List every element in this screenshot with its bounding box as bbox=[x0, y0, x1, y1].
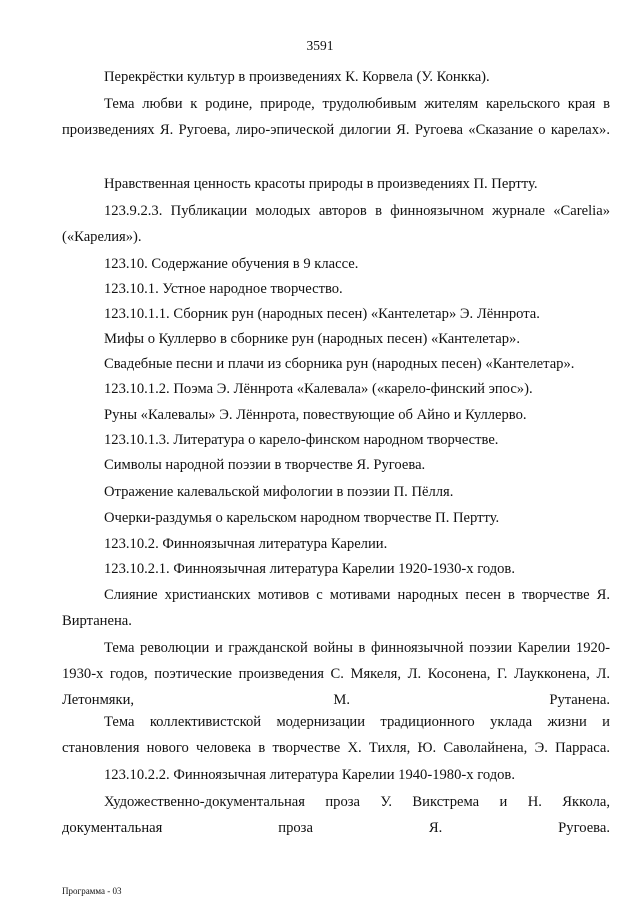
paragraph-1: Перекрёстки культур в произведениях К. Корвела (У. Конкка). bbox=[104, 69, 490, 85]
paragraph-20: Тема коллективистской модернизации традиционного уклада жизни и становления нового человека в творчестве Х. Тихля, Ю. Саволайнена, Э. Парраса. bbox=[62, 714, 610, 756]
paragraph-10: 123.10.1.2. Поэма Э. Лённрота «Калевала» («карело-финский эпос»). bbox=[104, 381, 533, 397]
paragraph-16: 123.10.2. Финноязычная литература Карелии. bbox=[104, 536, 388, 552]
paragraph-12: 123.10.1.3. Литература о карело-финском народном творчестве. bbox=[104, 432, 499, 448]
paragraph-22: Художественно-документальная проза У. Викстрема и Н. Яккола, документальная проза Я. Ругоева. bbox=[62, 794, 610, 836]
paragraph-9: Свадебные песни и плачи из сборника рун (народных песен) «Кантелетар». bbox=[104, 356, 575, 372]
paragraph-17: 123.10.2.1. Финноязычная литература Карелии 1920-1930-х годов. bbox=[104, 561, 515, 577]
paragraph-11: Руны «Калевалы» Э. Лённрота, повествующие об Айно и Куллерво. bbox=[104, 407, 527, 423]
paragraph-18: Слияние христианских мотивов с мотивами народных песен в творчестве Я. Виртанена. bbox=[62, 587, 610, 629]
paragraph-19: Тема революции и гражданской войны в финноязычной поэзии Карелии 1920-1930-х годов, поэтические произведения С. Мякеля, Л. Косонена, Г. Лаукконена, Л. Летонмяки, М. Рутанена. bbox=[62, 640, 610, 708]
paragraph-13: Символы народной поэзии в творчестве Я. Ругоева. bbox=[104, 457, 426, 473]
paragraph-6: 123.10.1. Устное народное творчество. bbox=[104, 281, 343, 297]
paragraph-3: Нравственная ценность красоты природы в произведениях П. Пертту. bbox=[104, 176, 538, 192]
paragraph-2: Тема любви к родине, природе, трудолюбивым жителям карельского края в произведениях Я. Ругоева, лиро-эпической дилогии Я. Ругоева «Сказание о карелах». bbox=[62, 96, 610, 138]
paragraph-8: Мифы о Куллерво в сборнике рун (народных песен) «Кантелетар». bbox=[104, 331, 520, 347]
footer-label: Программа - 03 bbox=[62, 886, 122, 896]
paragraph-5: 123.10. Содержание обучения в 9 классе. bbox=[104, 256, 359, 272]
paragraph-15: Очерки-раздумья о карельском народном творчестве П. Пертту. bbox=[104, 510, 500, 526]
paragraph-21: 123.10.2.2. Финноязычная литература Карелии 1940-1980-х годов. bbox=[104, 767, 515, 783]
paragraph-4: 123.9.2.3. Публикации молодых авторов в финноязычном журнале «Carelia» («Карелия»). bbox=[62, 203, 610, 245]
paragraph-14: Отражение калевальской мифологии в поэзии П. Пёлля. bbox=[104, 484, 454, 500]
paragraph-7: 123.10.1.1. Сборник рун (народных песен) «Кантелетар» Э. Лённрота. bbox=[104, 306, 540, 322]
page-number: 3591 bbox=[306, 38, 334, 53]
